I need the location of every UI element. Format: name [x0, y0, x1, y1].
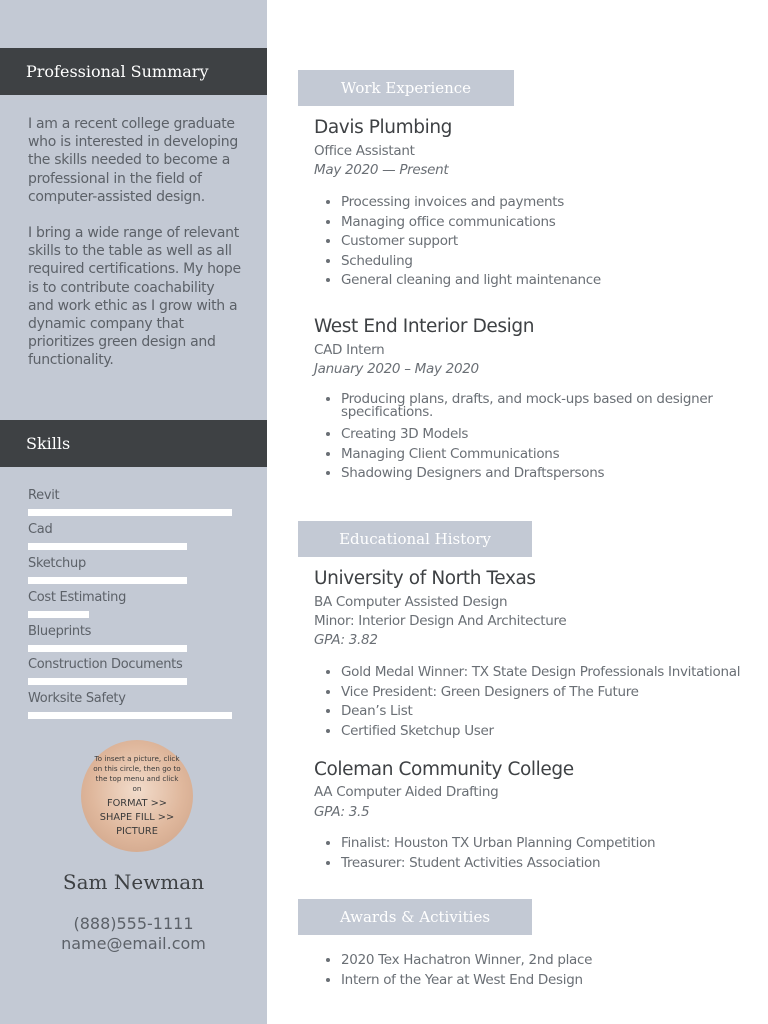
candidate-name: Sam Newman: [62, 870, 205, 894]
skill-item: [28, 488, 232, 516]
skill-item: [28, 556, 187, 584]
list-item: • 2020 Tex Hachatron Winner, 2nd place: [341, 951, 741, 971]
skill-level-bar: [28, 543, 187, 550]
job-role: Office Assistant: [314, 143, 415, 159]
skill-item: [28, 691, 232, 719]
list-item: • General cleaning and light maintenance: [341, 271, 741, 291]
school-achievements-list: [314, 834, 741, 873]
list-item: • Certified Sketchup User: [341, 722, 761, 742]
list-item: • Gold Medal Winner: TX State Design Professionals Invitational: [341, 663, 761, 683]
school-degree: AA Computer Aided Drafting: [314, 784, 499, 800]
photo-instruction: To insert a picture, click on this circle, then go to the top menu and click on: [93, 754, 181, 793]
photo-action-format: FORMAT >>: [106, 798, 168, 809]
skill-item: [28, 657, 187, 685]
email-address: name@email.com: [61, 934, 206, 953]
job-dates: May 2020 — Present: [314, 162, 449, 178]
skill-level-bar: [28, 712, 232, 719]
summary-paragraph: I bring a wide range of relevant skills to the table as well as all required certifications. My hope is to contribute coachability and work ethic as I grow with a dynamic company that prioritizes green design and functionality.: [28, 225, 241, 369]
list-item: • Creating 3D Models: [341, 425, 731, 445]
skill-level-bar: [28, 611, 89, 618]
list-item: • Producing plans, drafts, and mock-ups based on designer specifications.: [341, 392, 731, 425]
list-item: • Managing office communications: [341, 213, 741, 233]
list-item: • Treasurer: Student Activities Association: [341, 854, 741, 874]
school-achievements-list: [314, 663, 761, 741]
photo-action-shape-fill: SHAPE FILL >>: [99, 812, 175, 823]
list-item: • Intern of the Year at West End Design: [341, 971, 741, 991]
work-experience-heading: Work Experience: [298, 70, 514, 106]
skill-level-bar: [28, 645, 187, 652]
profile-photo-placeholder[interactable]: [81, 740, 193, 852]
job-organization: Davis Plumbing: [314, 117, 452, 138]
skill-label: Worksite Safety: [28, 691, 126, 706]
list-item: • Processing invoices and payments: [341, 193, 741, 213]
list-item: • Finalist: Houston TX Urban Planning Competition: [341, 834, 741, 854]
awards-heading: Awards & Activities: [298, 899, 532, 935]
phone-number: (888)555-1111: [73, 914, 194, 933]
skill-item: [28, 624, 187, 652]
skill-label: Cost Estimating: [28, 590, 127, 605]
education-heading: Educational History: [298, 521, 532, 557]
skill-level-bar: [28, 577, 187, 584]
sidebar: [0, 0, 267, 1024]
summary-heading: Professional Summary: [0, 48, 267, 95]
photo-action-picture: PICTURE: [116, 826, 158, 837]
list-item: • Customer support: [341, 232, 741, 252]
skill-level-bar: [28, 678, 187, 685]
skill-item: [28, 590, 126, 618]
list-item: • Managing Client Communications: [341, 445, 731, 465]
list-item: • Scheduling: [341, 252, 741, 272]
school-name: University of North Texas: [314, 568, 536, 589]
skill-level-bar: [28, 509, 232, 516]
school-degree: BA Computer Assisted Design: [314, 594, 508, 610]
job-role: CAD Intern: [314, 342, 385, 358]
skill-label: Revit: [28, 488, 60, 503]
skill-label: Cad: [28, 522, 53, 537]
skill-label: Sketchup: [28, 556, 86, 571]
school-minor: Minor: Interior Design And Architecture: [314, 613, 567, 629]
job-dates: January 2020 – May 2020: [314, 361, 479, 377]
job-duties-list: [314, 392, 731, 484]
skill-item: [28, 522, 187, 550]
list-item: • Dean’s List: [341, 702, 761, 722]
skill-label: Blueprints: [28, 624, 92, 639]
school-name: Coleman Community College: [314, 759, 574, 780]
school-gpa: GPA: 3.5: [314, 804, 370, 820]
job-duties-list: [314, 193, 741, 291]
skills-heading: Skills: [0, 420, 267, 467]
job-organization: West End Interior Design: [314, 316, 535, 337]
professional-summary: [28, 115, 242, 388]
awards-list: [314, 951, 741, 990]
list-item: • Shadowing Designers and Draftspersons: [341, 464, 731, 484]
list-item: • Vice President: Green Designers of The Future: [341, 683, 761, 703]
skill-label: Construction Documents: [28, 657, 183, 672]
school-gpa: GPA: 3.82: [314, 632, 378, 648]
summary-paragraph: I am a recent college graduate who is interested in developing the skills needed to become a professional in the field of computer-assisted design.: [28, 116, 238, 205]
